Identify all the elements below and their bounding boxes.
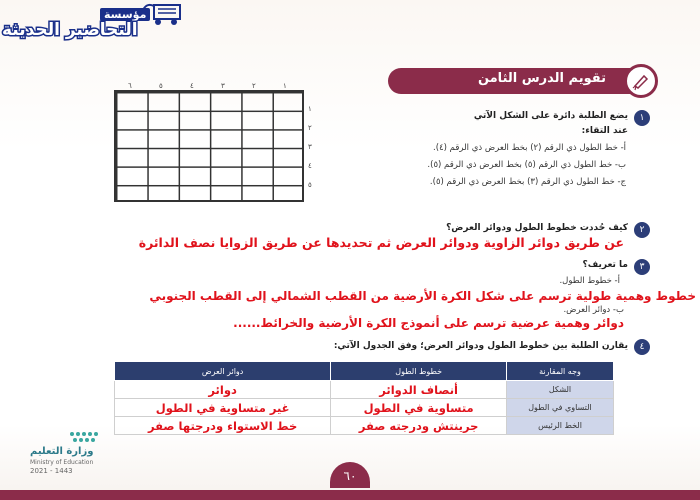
q2-number: ٢ xyxy=(634,222,650,238)
row-label: الشكل xyxy=(507,381,614,399)
q3-a-label: أ- خطوط الطول. xyxy=(559,276,620,286)
q1-text2: عند التقاء: xyxy=(581,126,628,136)
grid-col-label: ٣ xyxy=(221,82,225,90)
logo-line1: مؤسسة xyxy=(100,8,150,21)
comparison-table xyxy=(114,361,614,435)
logo-line2: التحاضير الحديثة xyxy=(2,20,138,40)
q3-number: ٣ xyxy=(634,259,650,275)
table-row xyxy=(115,381,614,399)
coordinate-grid[interactable] xyxy=(114,90,304,202)
grid-col-label: ١ xyxy=(283,82,287,90)
q3-a-answer: خطوط وهمية طولية ترسم على شكل الكرة الأرضية من القطب الشمالي إلى القطب الجنوبي xyxy=(149,289,696,303)
publisher-logo xyxy=(0,0,185,52)
q1-text: يضع الطلبة دائرة على الشكل الآتي xyxy=(473,111,628,121)
ministry-year: 2021 - 1443 xyxy=(30,467,73,475)
latitude-answer: غير متساوية في الطول xyxy=(115,399,331,417)
longitude-answer: جرينتش ودرجته صفر xyxy=(331,417,507,435)
q3-text: ما تعريف؟ xyxy=(582,260,628,270)
q4-number: ٤ xyxy=(634,339,650,355)
ministry-en: Ministry of Education xyxy=(30,459,94,466)
grid-row-label: ١ xyxy=(308,105,312,113)
ministry-dots-icon xyxy=(68,430,108,444)
table-row xyxy=(115,399,614,417)
longitude-answer: أنصاف الدوائر xyxy=(331,381,507,399)
q2-answer: عن طريق دوائر الزاوية ودوائر العرض ثم تحديدها عن طريق الزوايا نصف الدائرة xyxy=(138,235,624,250)
q1-item-b: ب- خط الطول ذي الرقم (٥) بخط العرض ذي الرقم (٥). xyxy=(427,160,626,170)
grid-col-label: ٤ xyxy=(190,82,194,90)
grid-col-label: ٢ xyxy=(252,82,256,90)
q1-item-c: ج- خط الطول ذي الرقم (٣) بخط العرض ذي الرقم (٥). xyxy=(429,177,626,187)
page-number: ٦٠ xyxy=(330,462,370,488)
grid-row-label: ٣ xyxy=(308,143,312,151)
lesson-title: تقويم الدرس الثامن xyxy=(477,71,606,86)
ministry-name: وزارة التعليم xyxy=(30,446,94,457)
grid-col-label: ٥ xyxy=(159,82,163,90)
table-header: وجه المقارنة xyxy=(507,362,614,381)
latitude-answer: خط الاستواء ودرجتها صفر xyxy=(115,417,331,435)
q3-b-label: ب- دوائر العرض. xyxy=(563,305,624,315)
q4-text: يقارن الطلبة بين خطوط الطول ودوائر العرض؛ وفق الجدول الآتي: xyxy=(333,341,628,351)
footer-bar xyxy=(0,490,700,500)
table-header: دوائر العرض xyxy=(115,362,331,381)
q1-item-a: أ- خط الطول ذي الرقم (٢) بخط العرض ذي الرقم (٤). xyxy=(433,143,626,153)
table-row xyxy=(115,417,614,435)
latitude-answer: دوائر xyxy=(115,381,331,399)
grid-col-label: ٦ xyxy=(128,82,132,90)
row-label: التساوي في الطول xyxy=(507,399,614,417)
grid-row-label: ٤ xyxy=(308,162,312,170)
row-label: الخط الرئيس xyxy=(507,417,614,435)
q2-text: كيف حُددت خطوط الطول ودوائر العرض؟ xyxy=(446,223,628,233)
grid-row-label: ٥ xyxy=(308,181,312,189)
q1-number: ١ xyxy=(634,110,650,126)
grid-row-label: ٢ xyxy=(308,124,312,132)
table-header: خطوط الطول xyxy=(331,362,507,381)
lesson-pen-icon xyxy=(624,64,658,98)
q3-b-answer: دوائر وهمية عرضية ترسم على أنموذج الكرة الأرضية والخرائط...... xyxy=(233,316,624,330)
longitude-answer: متساوية في الطول xyxy=(331,399,507,417)
ministry-logo xyxy=(30,430,110,478)
